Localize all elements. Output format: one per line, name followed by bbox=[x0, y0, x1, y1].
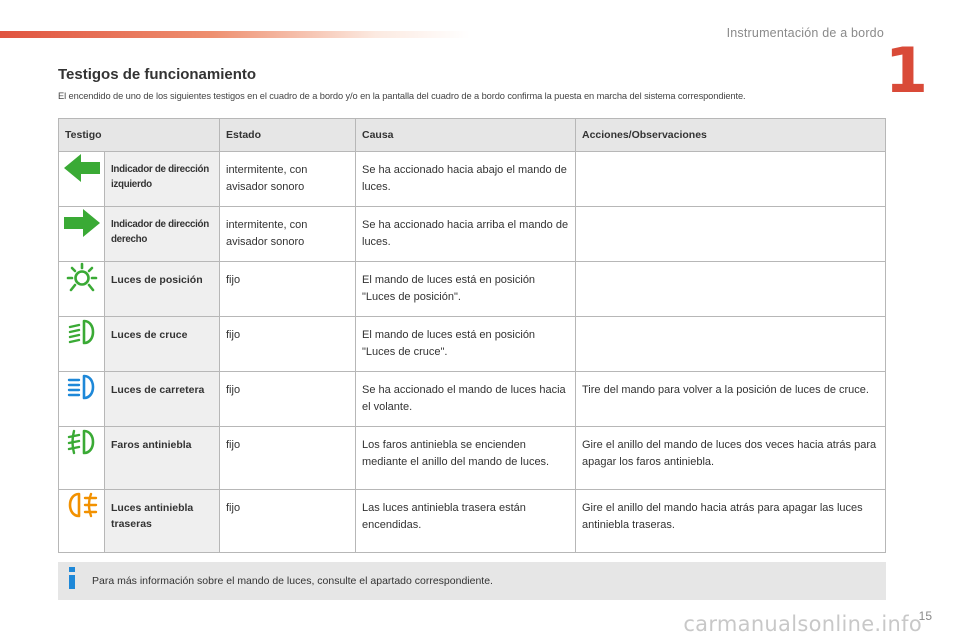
lamp-acciones: Gire el anillo del mando hacia atrás para apagar las luces antiniebla traseras. bbox=[576, 490, 886, 553]
watermark: carmanualsonline.info bbox=[683, 612, 922, 636]
warning-lamps-table bbox=[58, 118, 886, 553]
lamp-estado: fijo bbox=[220, 490, 356, 553]
lamp-causa: Se ha accionado hacia abajo el mando de luces. bbox=[356, 152, 576, 207]
front-fog-icon bbox=[64, 427, 100, 457]
lamp-acciones bbox=[576, 207, 886, 262]
main-beam-icon bbox=[64, 372, 100, 402]
lamp-estado: fijo bbox=[220, 317, 356, 372]
header-accent-bar bbox=[0, 31, 470, 38]
lamp-name: Luces de posición bbox=[105, 262, 220, 317]
lamp-acciones bbox=[576, 262, 886, 317]
table-row bbox=[59, 317, 886, 372]
lamp-acciones bbox=[576, 317, 886, 372]
page-number: 15 bbox=[918, 609, 932, 623]
table-row bbox=[59, 207, 886, 262]
lamp-name: Luces de cruce bbox=[105, 317, 220, 372]
table-header-row bbox=[59, 119, 886, 152]
lamp-name: Luces antiniebla traseras bbox=[105, 490, 220, 553]
lamp-estado: intermitente, con avisador sonoro bbox=[220, 207, 356, 262]
lamp-estado: fijo bbox=[220, 262, 356, 317]
table-row bbox=[59, 372, 886, 427]
column-header-testigo: Testigo bbox=[59, 119, 220, 152]
table-row bbox=[59, 262, 886, 317]
left-arrow-icon bbox=[62, 152, 102, 184]
right-arrow-icon bbox=[62, 207, 102, 239]
rear-fog-icon bbox=[64, 490, 100, 520]
position-lights-icon bbox=[64, 262, 100, 298]
table-row bbox=[59, 152, 886, 207]
lamp-causa: El mando de luces está en posición "Luces de posición". bbox=[356, 262, 576, 317]
chapter-number: 1 bbox=[884, 34, 928, 107]
info-icon bbox=[65, 566, 79, 590]
lamp-name: Indicador de dirección derecho bbox=[105, 207, 220, 262]
lamp-causa: Se ha accionado hacia arriba el mando de luces. bbox=[356, 207, 576, 262]
column-header-estado: Estado bbox=[220, 119, 356, 152]
lamp-estado: intermitente, con avisador sonoro bbox=[220, 152, 356, 207]
info-text: Para más información sobre el mando de luces, consulte el apartado correspondiente. bbox=[92, 575, 493, 587]
header-section-label: Instrumentación de a bordo bbox=[726, 26, 884, 40]
lamp-name: Luces de carretera bbox=[105, 372, 220, 427]
intro-text: El encendido de uno de los siguientes testigos en el cuadro de a bordo y/o en la pantalla del cuadro de a bordo confirma la puesta en marcha del sistema correspondiente. bbox=[58, 91, 746, 101]
column-header-acciones: Acciones/Observaciones bbox=[576, 119, 886, 152]
page-title: Testigos de funcionamiento bbox=[58, 66, 257, 83]
lamp-causa: Se ha accionado el mando de luces hacia el volante. bbox=[356, 372, 576, 427]
lamp-name: Faros antiniebla bbox=[105, 427, 220, 490]
lamp-estado: fijo bbox=[220, 427, 356, 490]
lamp-estado: fijo bbox=[220, 372, 356, 427]
lamp-acciones bbox=[576, 152, 886, 207]
table-row bbox=[59, 490, 886, 553]
info-note bbox=[58, 562, 886, 600]
table-row bbox=[59, 427, 886, 490]
lamp-acciones: Tire del mando para volver a la posición de luces de cruce. bbox=[576, 372, 886, 427]
lamp-name: Indicador de dirección izquierdo bbox=[105, 152, 220, 207]
lamp-causa: Los faros antiniebla se encienden mediante el anillo del mando de luces. bbox=[356, 427, 576, 490]
lamp-causa: El mando de luces está en posición "Luces de cruce". bbox=[356, 317, 576, 372]
lamp-causa: Las luces antiniebla trasera están encendidas. bbox=[356, 490, 576, 553]
column-header-causa: Causa bbox=[356, 119, 576, 152]
dipped-beam-icon bbox=[64, 317, 100, 347]
lamp-acciones: Gire el anillo del mando de luces dos veces hacia atrás para apagar los faros antiniebla. bbox=[576, 427, 886, 490]
